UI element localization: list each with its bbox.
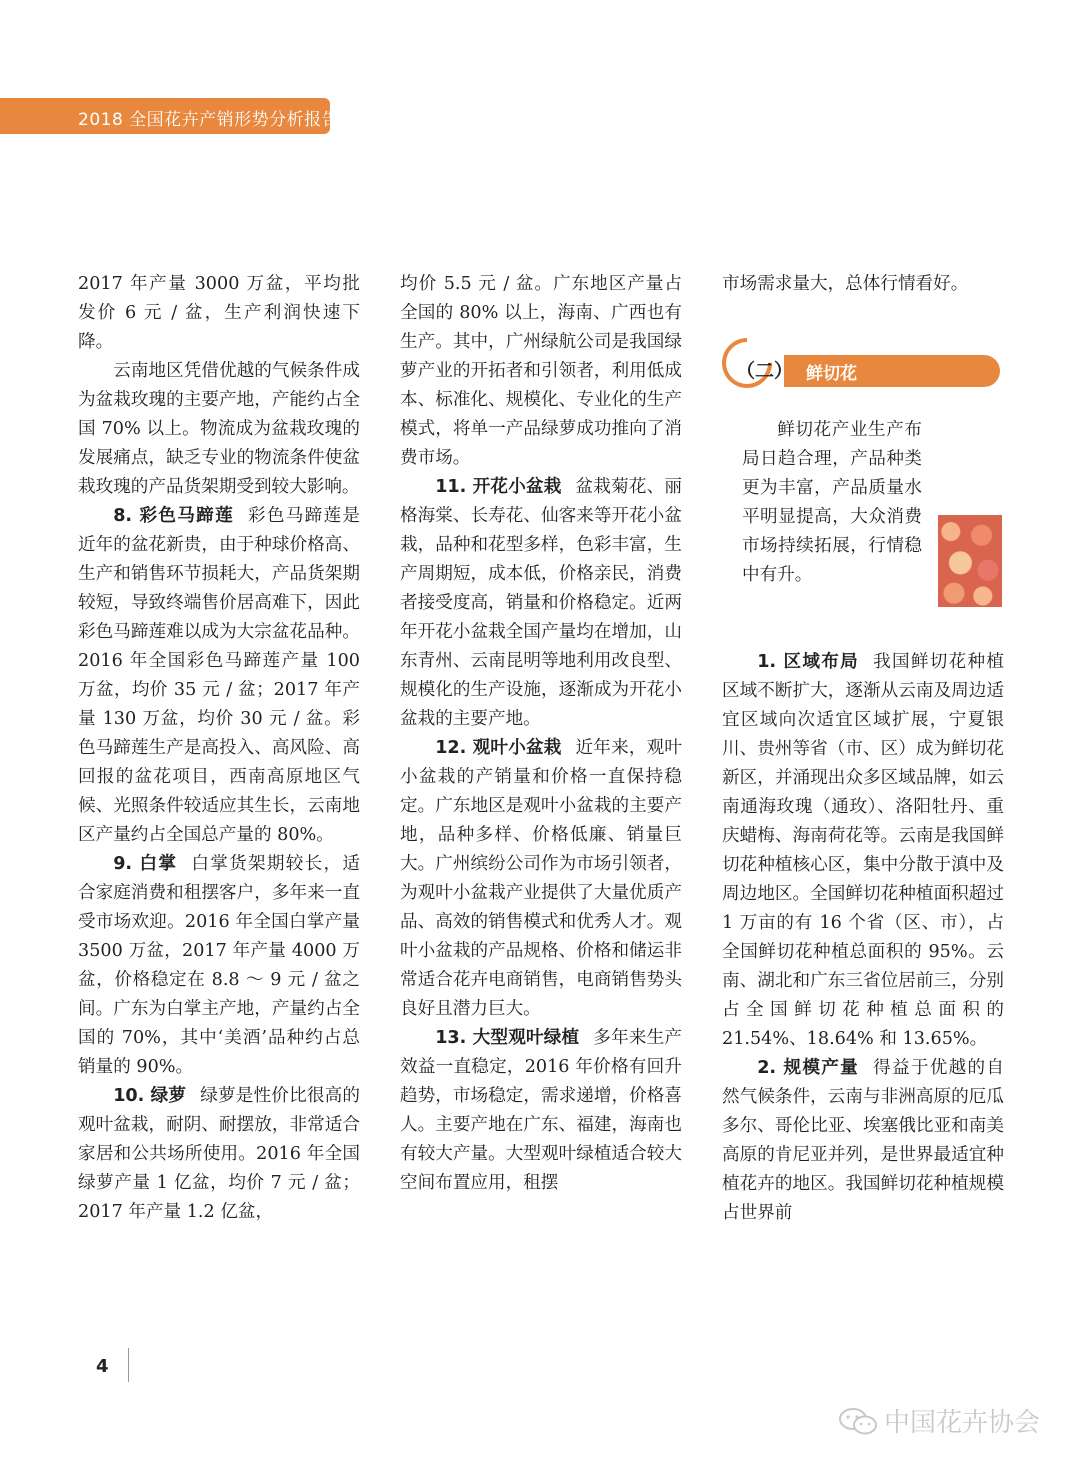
section-10 [78, 1082, 360, 1227]
paragraph: 我国鲜切花种植区域不断扩大，逐渐从云南及周边适宜区域向次适宜区域扩展，宁夏银川、贵州等省（市、区）成为鲜切花新区，并涌现出众多区域品牌，如云南通海玫瑰（通玫）、洛阳牡丹、重庆蜡梅、海南荷花等。云南是我国鲜切花种植核心区，集中分散于滇中及周边地区。全国鲜切花种植面积超过 1 万亩的有 16 个省（区、市），占全国鲜切花种植总面积的 95%。云南、湖北和广东三省位居前三，分别占全国鲜切花种植总面积的 21.54%、18.64% 和 13.65%。 [722, 652, 1004, 1049]
column-1 [78, 270, 360, 1227]
subheading-8: 8. 彩色马蹄莲 [113, 506, 234, 526]
paragraph: 市场需求量大，总体行情看好。 [722, 274, 969, 294]
watermark-text: 中国花卉协会 [884, 1408, 1041, 1438]
paragraph: 盆栽菊花、丽格海棠、长寿花、仙客来等开花小盆栽，品种和花型多样，色彩丰富，生产周期短，成本低，价格亲民，消费者接受度高，销量和价格稳定。近两年开花小盆栽全国产量均在增加，山东青州、云南昆明等地利用改良型、规模化的生产设施，逐渐成为开花小盆栽的主要产地。 [400, 477, 682, 729]
intro-paragraph: 鲜切花产业生产布局日趋合理，产品种类更为丰富，产品质量水平明显提高，大众消费市场持续拓展，行情稳中有升。 [742, 420, 922, 585]
page-number: 4 [96, 1356, 109, 1377]
watermark [838, 1402, 1040, 1439]
section-title: 鲜切花 [806, 364, 857, 384]
paragraph: 近年来，观叶小盆栽的产销量和价格一直保持稳定。广东地区是观叶小盆栽的主要产地，品种多样、价格低廉、销量巨大。广州缤纷公司作为市场引领者，为观叶小盆栽产业提供了大量优质产品、高效的销售模式和优秀人才。观叶小盆栽的产品规格、价格和储运非常适合花卉电商销售，电商销售势头良好且潜力巨大。 [400, 738, 682, 1019]
page-divider [128, 1348, 129, 1382]
section-number: （二） [736, 360, 794, 382]
subheading-11: 11. 开花小盆栽 [435, 477, 562, 497]
report-title: 2018 全国花卉产销形势分析报告 [78, 110, 340, 130]
section-2 [722, 1054, 1004, 1228]
paragraph: 2017 年产量 3000 万盆，平均批发价 6 元 / 盆，生产利润快速下降。 [78, 274, 360, 352]
section-heading [722, 338, 1004, 392]
column-3-top [722, 270, 1004, 299]
section-11 [400, 473, 682, 734]
subheading-13: 13. 大型观叶绿植 [435, 1028, 580, 1048]
paragraph: 均价 5.5 元 / 盆。广东地区产量占全国的 80% 以上，海南、广西也有生产。其中，广州绿航公司是我国绿萝产业的开拓者和引领者，利用低成本、标准化、规模化、专业化的生产模式，将单一产品绿萝成功推向了消费市场。 [400, 274, 682, 468]
wechat-icon [838, 1406, 878, 1436]
section-8 [78, 502, 360, 850]
subheading-9: 9. 白掌 [113, 854, 178, 874]
subheading-2: 2. 规模产量 [757, 1058, 860, 1078]
subheading-10: 10. 绿萝 [113, 1086, 187, 1106]
section-1 [722, 648, 1004, 1054]
section-12 [400, 734, 682, 1024]
paragraph: 绿萝是性价比很高的观叶盆栽，耐阴、耐摆放，非常适合家居和公共场所使用。2016 年全国绿萝产量 1 亿盆，均价 7 元 / 盆；2017 年产量 1.2 亿盆， [78, 1086, 360, 1222]
roses-photo [938, 515, 1002, 607]
section-intro [742, 416, 922, 590]
column-2 [400, 270, 682, 1198]
section-9 [78, 850, 360, 1082]
paragraph: 云南地区凭借优越的气候条件成为盆栽玫瑰的主要产地，产能约占全国 70% 以上。物流成为盆栽玫瑰的发展痛点，缺乏专业的物流条件使盆栽玫瑰的产品货架期受到较大影响。 [78, 361, 360, 497]
paragraph: 彩色马蹄莲是近年的盆花新贵，由于种球价格高、生产和销售环节损耗大，产品货架期较短，导致终端售价居高难下，因此彩色马蹄莲难以成为大宗盆花品种。2016 年全国彩色马蹄莲产量 100 万盆，均价 35 元 / 盆；2017 年产量 130 万盆，均价 30 元 / 盆。彩色马蹄莲生产是高投入、高风险、高回报的盆花项目，西南高原地区气候、光照条件较适应其生长，云南地区产量约占全国总产量的 80%。 [78, 506, 360, 845]
section-13 [400, 1024, 682, 1198]
paragraph: 白掌货架期较长，适合家庭消费和租摆客户，多年来一直受市场欢迎。2016 年全国白掌产量 3500 万盆，2017 年产量 4000 万盆，价格稳定在 8.8 ～ 9 元 / 盆之间。广东为白掌主产地，产量约占全国的 70%，其中‘美酒’品种约占总销量的 90%。 [78, 854, 360, 1077]
paragraph: 多年来生产效益一直稳定，2016 年价格有回升趋势，市场稳定，需求递增，价格喜人。主要产地在广东、福建，海南也有较大产量。大型观叶绿植适合较大空间布置应用，租摆 [400, 1028, 682, 1193]
subheading-12: 12. 观叶小盆栽 [435, 738, 562, 758]
column-3-body [722, 648, 1004, 1228]
subheading-1: 1. 区域布局 [757, 652, 860, 672]
paragraph: 得益于优越的自然气候条件，云南与非洲高原的厄瓜多尔、哥伦比亚、埃塞俄比亚和南美高原的肯尼亚并列，是世界最适宜种植花卉的地区。我国鲜切花种植规模占世界前 [722, 1058, 1004, 1223]
